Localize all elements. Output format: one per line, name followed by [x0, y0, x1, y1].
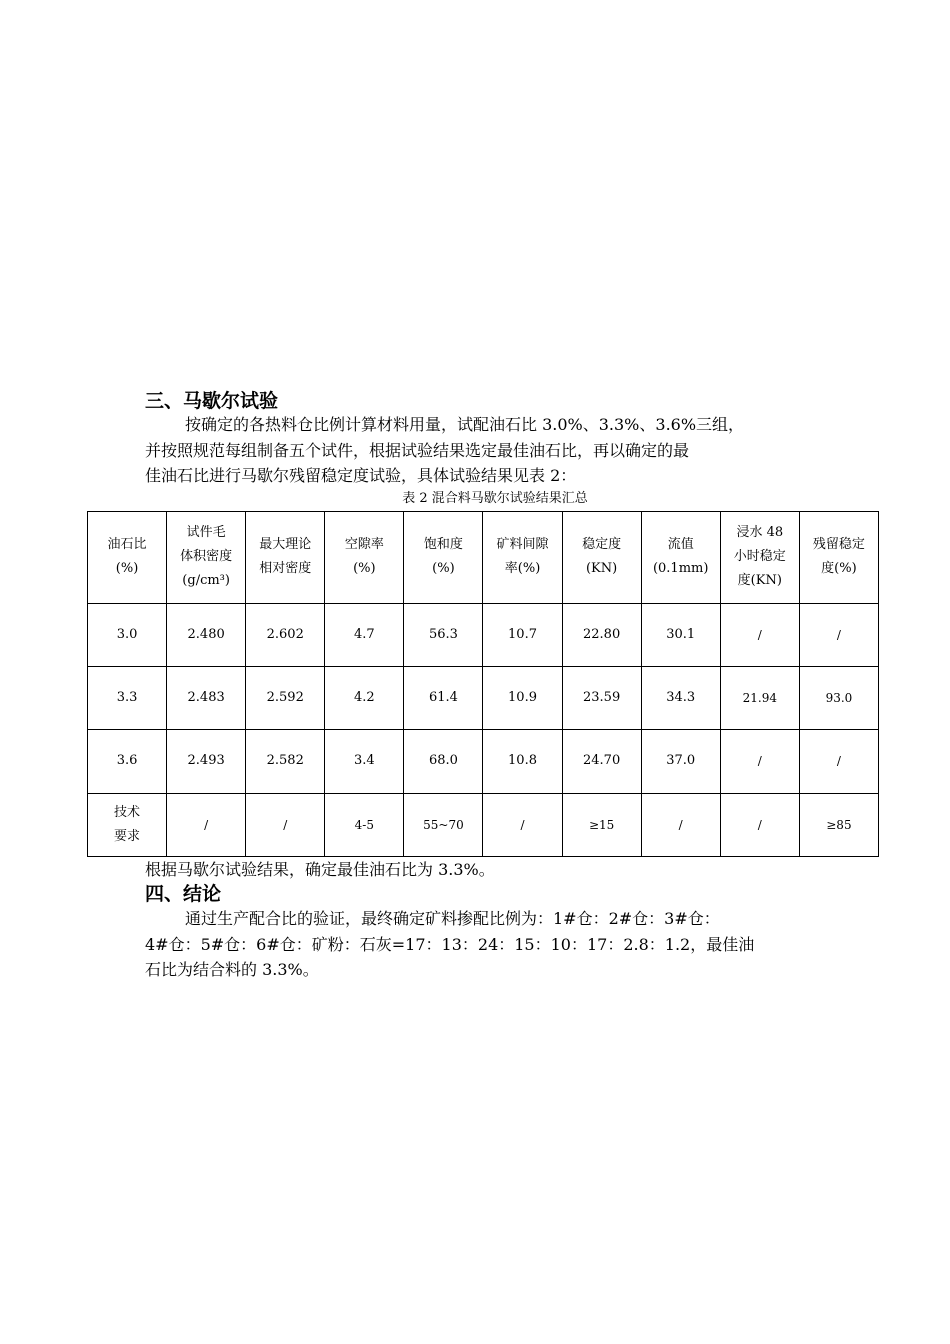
table-cell: /	[246, 793, 325, 856]
table-row	[88, 730, 879, 793]
table-cell: /	[483, 793, 562, 856]
table-cell: 2.483	[167, 666, 246, 729]
table-cell: ≥85	[799, 793, 878, 856]
table-cell: /	[799, 730, 878, 793]
table-cell: /	[641, 793, 720, 856]
header-cell: 流值 (0.1mm)	[641, 512, 720, 604]
header-cell: 空隙率 (%)	[325, 512, 404, 604]
table-cell: 2.602	[246, 603, 325, 666]
table-cell: 56.3	[404, 603, 483, 666]
section-heading-conclusion: 四、结论	[145, 883, 222, 905]
paragraph-line: 并按照规范每组制备五个试件，根据试验结果选定最佳油石比，再以确定的最	[145, 440, 690, 460]
table-cell: 23.59	[562, 666, 641, 729]
table-conclusion-text: 根据马歇尔试验结果，确定最佳油石比为 3.3%。	[145, 860, 495, 879]
header-cell: 最大理论 相对密度	[246, 512, 325, 604]
table-cell: /	[167, 793, 246, 856]
header-cell: 浸水 48 小时稳定 度(KN)	[720, 512, 799, 604]
table-cell: 2.582	[246, 730, 325, 793]
paragraph-line: 石比为结合料的 3.3%。	[145, 960, 319, 979]
table-cell: ≥15	[562, 793, 641, 856]
table-row	[88, 603, 879, 666]
table-cell: 4-5	[325, 793, 404, 856]
requirement-label-cell: 技术 要求	[88, 793, 167, 856]
table-cell: 4.2	[325, 666, 404, 729]
header-cell: 稳定度 (KN)	[562, 512, 641, 604]
table-cell: /	[720, 603, 799, 666]
table-cell: 10.7	[483, 603, 562, 666]
table-cell: 93.0	[799, 666, 878, 729]
header-cell: 试件毛 体积密度 (g/cm³)	[167, 512, 246, 604]
marshall-results-table	[87, 511, 879, 857]
table-cell: 55~70	[404, 793, 483, 856]
table-cell: 61.4	[404, 666, 483, 729]
table-cell: 3.3	[88, 666, 167, 729]
section-heading-marshall: 三、马歇尔试验	[145, 390, 279, 412]
table-caption: 表 2 混合料马歇尔试验结果汇总	[402, 491, 588, 506]
table-cell: /	[720, 730, 799, 793]
table-cell: 10.8	[483, 730, 562, 793]
header-cell: 矿料间隙 率(%)	[483, 512, 562, 604]
table-cell: 3.6	[88, 730, 167, 793]
table-cell: 24.70	[562, 730, 641, 793]
paragraph-line: 按确定的各热料仓比例计算材料用量，试配油石比 3.0%、3.3%、3.6%三组，	[185, 415, 745, 434]
table-cell: 4.7	[325, 603, 404, 666]
table-cell: 10.9	[483, 666, 562, 729]
table-row	[88, 666, 879, 729]
section-paragraph-marshall	[145, 412, 825, 489]
table-cell: /	[720, 793, 799, 856]
table-cell: 3.0	[88, 603, 167, 666]
table-cell: 37.0	[641, 730, 720, 793]
table-cell: 22.80	[562, 603, 641, 666]
table-cell: 21.94	[720, 666, 799, 729]
table-cell: 2.480	[167, 603, 246, 666]
table-cell: 2.592	[246, 666, 325, 729]
header-cell: 油石比 (%)	[88, 512, 167, 604]
table-cell: 68.0	[404, 730, 483, 793]
header-cell: 饱和度 (%)	[404, 512, 483, 604]
table-cell: 30.1	[641, 603, 720, 666]
paragraph-line: 4#仓：5#仓：6#仓：矿粉：石灰=17：13：24：15：10：17：2.8：1.2，最佳油	[145, 934, 755, 954]
table-cell: 3.4	[325, 730, 404, 793]
section-paragraph-conclusion	[145, 906, 825, 983]
table-cell: 2.493	[167, 730, 246, 793]
table-row-requirement	[88, 793, 879, 856]
paragraph-line: 佳油石比进行马歇尔残留稳定度试验，具体试验结果见表 2：	[145, 466, 577, 485]
paragraph-line: 通过生产配合比的验证，最终确定矿料掺配比例为：1#仓：2#仓：3#仓：	[185, 909, 720, 928]
table-cell: /	[799, 603, 878, 666]
header-cell: 残留稳定 度(%)	[799, 512, 878, 604]
table-header-row	[88, 512, 879, 604]
table-cell: 34.3	[641, 666, 720, 729]
